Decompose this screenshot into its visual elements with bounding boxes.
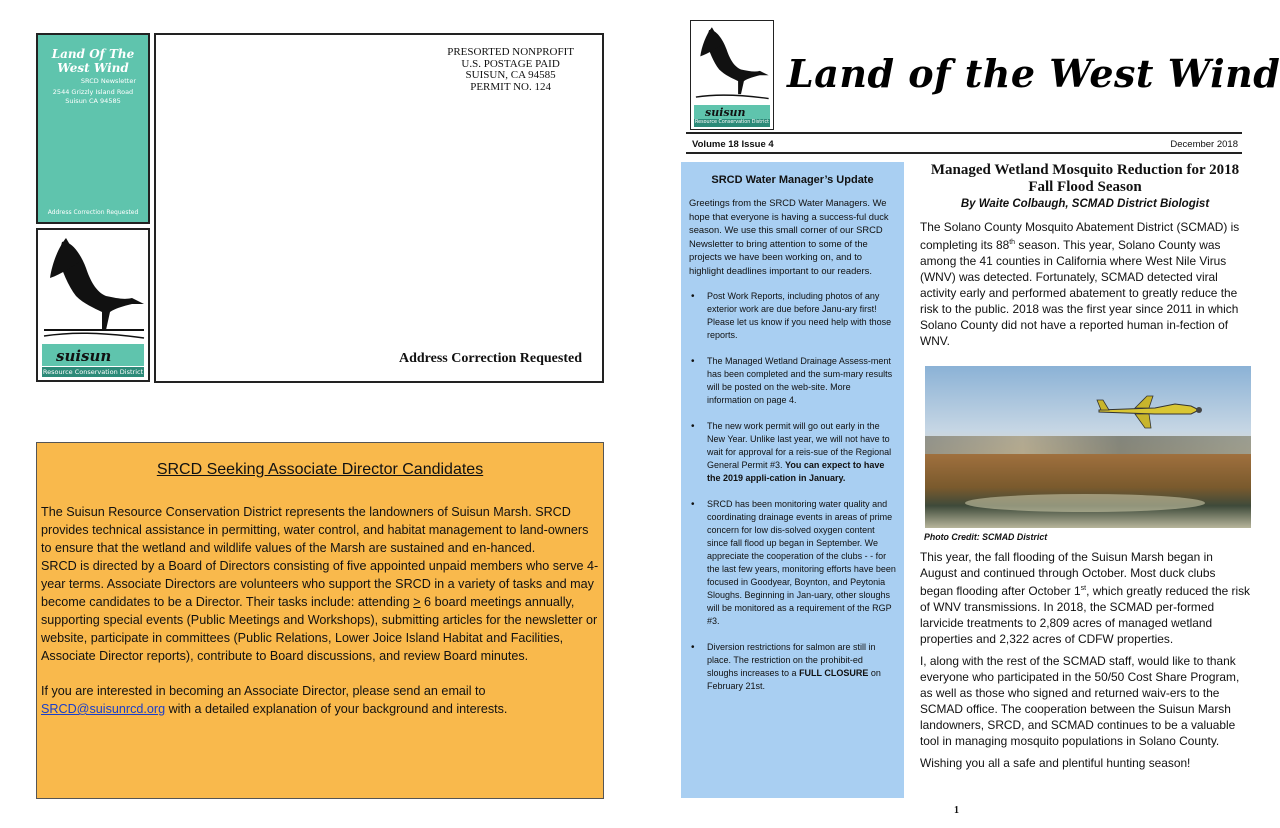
water-manager-heading: SRCD Water Manager’s Update [711,174,874,186]
postage-line-2: U.S. POSTAGE PAID [461,57,560,70]
heron-icon [40,234,150,354]
article-byline: By Waite Colbaugh, SCMAD District Biologist [960,198,1210,210]
article-paragraph-2: This year, the fall flooding of the Suisun Marsh began in August and continued through October. Most duck clubs began flooding after October 1st, which greatly reduced the risk of WNV transmissions. In 2018, the SCMAD per-formed larvicide treatments to 2,809 acres of managed wetland properties and 2,322 acres of CDFW properties. [920,550,1250,646]
crop-duster-photo [925,366,1251,528]
associate-paragraph-2: SRCD is directed by a Board of Directors consisting of five appointed unpaid members who serve 4-year terms. Associate Directors are volunteers who support the SRCD in a variety of tasks and may become candidates to be a Director. Their tasks include: attending > 6 board meetings annually, supporting special events (Public Meetings and Workshops), submitting articles for the newsletter or website, participate in committees (Public Relations, Lower Joice Island Habitat and Facilities, Associate Director reports), contribute to Board discussions, and review Board minutes. [41,559,599,663]
water-manager-intro: Greetings from the SRCD Water Managers. We hope that everyone is having a success-ful duck season. We use this small corner of our SRCD Newsletter to bring attention to some of the projects we have been working on, and to highlight deadlines important to our readers. [689,197,889,276]
article-paragraph-1: The Solano County Mosquito Abatement District (SCMAD) is completing its 88th season. This year, Solano County was among the 41 counties in California where West Nile Virus (WNV) was detected. Fortunately, SCMAD detected viral activity early and performed abatement to greatly reduce the risk to the public. 2018 was the first year since 2011 in which Solano County did not have a reported human in-fection of WNV. [920,220,1240,348]
article-paragraph-4: Wishing you all a safe and plentiful hunting season! [920,755,1191,770]
address-correction-text: Address Correction Requested [398,351,582,366]
page-number: 1 [954,805,959,816]
masthead-logo-caption: Resource Conservation District [695,120,769,125]
associate-paragraph-3: If you are interested in becoming an Associate Director, please send an email to SRCD@suisunrcd.org with a detailed explanation of your background and interests. [41,684,508,716]
label-footer: Address Correction Requested [47,209,139,216]
logo-caption: Resource Conservation District [42,368,144,376]
associate-paragraph-1: The Suisun Resource Conservation District represents the landowners of Suisun Marsh. SRCD provides technical assistance in permitting, water control, and habitat management to land-owners to ensure that the wetland and wildlife values of the Marsh are sustained and en-hanced. [41,505,589,555]
return-address [38,88,148,106]
masthead-logo-wordmark: suisun [705,106,746,119]
airplane-icon [1095,394,1205,434]
heron-icon [693,23,773,113]
greater-equal-sign: > [413,595,421,609]
list-item: • SRCD has been monitoring water quality and coordinating drainage events in areas of prime concern for low dis-solved oxygen content since fall flood up began in September. We appreciate the cooperation of the clubs - - for the last few years, monitoring efforts have been focused in Goodyear, Boynton, and Peytonia Sloughs. Beginning in Jan-uary, other sloughs will be monitored as a requirement of the RGP #3. [689,498,896,628]
list-item: • The Managed Wetland Drainage Assess-ment has been completed and the sum-mary results will be posted on the web-site. More information on page 4. [689,355,896,407]
postage-line-4: PERMIT NO. 124 [470,80,551,93]
suisun-logo [36,228,150,382]
masthead-logo [690,20,774,130]
label-title: Land Of The West Wind [51,47,135,75]
article-paragraph-3: I, along with the rest of the SCMAD staff, would like to thank everyone who participated in the 50/50 Cost Share Program, as well as those who signed and returned waiv-ers to the SCMAD office. The cooperation between the Suisun Marsh landowners, SRCD, and SCMAD continues to be a valuable tool in managing mosquito populations in Solano County. [920,653,1240,748]
article-title: Managed Wetland Mosquito Reduction for 2018 Fall Flood Season [930,162,1240,195]
email-link[interactable]: SRCD@suisunrcd.org [41,702,166,716]
address-panel [154,33,604,383]
newsletter-return-label [36,33,150,224]
water-manager-sidebar [681,162,904,798]
volume-issue: Volume 18 Issue 4 [692,139,774,150]
newsletter-title: Land of the West Wind [787,51,1280,96]
label-subtitle: SRCD Newsletter [80,77,136,85]
list-item: • The new work permit will go out early in the New Year. Unlike last year, we will not have to wait for approval for a reis-sue of the Regional General Permit #3. You can expect to have the 2019 appli-cation in January. [689,420,896,485]
mosquito-article-continued [920,549,1250,777]
postage-indicia [447,47,574,93]
postage-line-1: PRESORTED NONPROFIT [447,46,574,58]
logo-wordmark: suisun [56,347,112,365]
issue-date: December 2018 [1170,139,1238,150]
water-manager-list [689,290,896,693]
associate-director-box [36,442,604,799]
mosquito-article [920,162,1250,349]
mailing-panel [36,33,604,383]
photo-credit: Photo Credit: SCMAD District [924,532,1048,542]
masthead-rule-top [686,132,1242,134]
associate-heading: SRCD Seeking Associate Director Candidates [156,461,484,478]
list-item: • Diversion restrictions for salmon are still in place. The restriction on the prohibit-ed sloughs increases to a FULL CLOSURE on February 21st. [689,641,896,693]
return-address-line-1: 2544 Grizzly Island Road [52,88,134,96]
list-item: • Post Work Reports, including photos of any exterior work are due before Janu-ary first! Please let us know if you need help with those reports. [689,290,896,342]
masthead-rule-bottom [686,152,1242,154]
postage-line-3: SUISUN, CA 94585 [465,69,556,81]
return-address-line-2: Suisun CA 94585 [65,97,121,105]
